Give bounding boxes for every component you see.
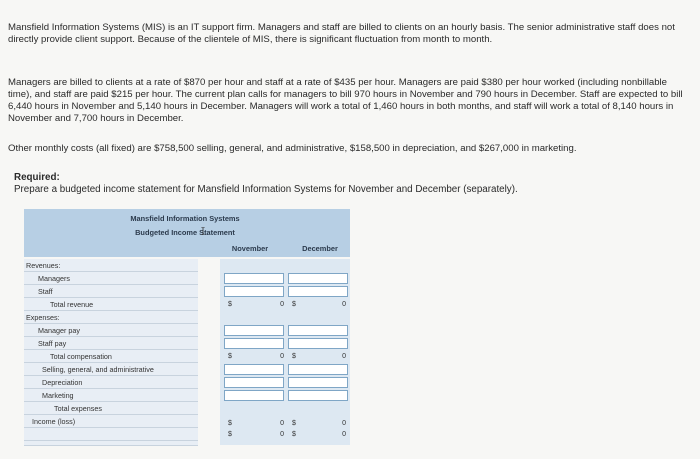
total-expenses-december: 0	[342, 420, 346, 427]
total-expenses-november: 0	[280, 420, 284, 427]
total-compensation-december: 0	[342, 353, 346, 360]
input-staff-pay-november[interactable]	[224, 338, 284, 349]
total-compensation-november: 0	[280, 353, 284, 360]
row-label-expenses: Expenses:	[26, 313, 60, 322]
row-label-staff: Staff	[38, 287, 53, 296]
total-revenue-nov-dollar: $	[228, 301, 232, 308]
total-revenue-december: 0	[342, 301, 346, 308]
problem-paragraph-costs: Other monthly costs (all fixed) are $758,500 selling, general, and administrative, $158,500 in depreciation, and $267,000 in marketing.	[8, 143, 577, 154]
text-cursor-icon	[200, 227, 206, 235]
row-label-staff-pay: Staff pay	[38, 339, 67, 348]
required-text: Prepare a budgeted income statement for Mansfield Information Systems for November and December (separately).	[14, 184, 518, 195]
input-marketing-november[interactable]	[224, 390, 284, 401]
income-dec-dollar: $	[292, 431, 296, 438]
total-comp-nov-dollar: $	[228, 353, 232, 360]
input-depreciation-december[interactable]	[288, 377, 348, 388]
input-manager-pay-december[interactable]	[288, 325, 348, 336]
row-label-manager-pay: Manager pay	[38, 326, 80, 335]
row-label-revenues: Revenues:	[26, 261, 61, 270]
row-label-total-compensation: Total compensation	[50, 352, 112, 361]
total-comp-dec-dollar: $	[292, 353, 296, 360]
total-revenue-dec-dollar: $	[292, 301, 296, 308]
problem-paragraph-rates: Managers are billed to clients at a rate of $870 per hour and staff at a rate of $435 per hour. Managers are paid $380 per hour worked (including nonbillable time), and staff are paid $215 per hour. The current plan calls for managers to bill 970 hours in November and 790 hours in December. Staff are expected to bill 6,440 hours in November and 5,140 hours in December. Managers will work a total of 1,460 hours in both months, and staff will work a total of 8,140 hours in November and 7,700 hours in December.	[8, 77, 683, 124]
row-label-total-expenses: Total expenses	[54, 404, 102, 413]
input-depreciation-november[interactable]	[224, 377, 284, 388]
row-label-managers: Managers	[38, 274, 70, 283]
required-label: Required:	[14, 172, 60, 183]
input-sga-november[interactable]	[224, 364, 284, 375]
income-statement-table	[24, 209, 350, 445]
company-name: Mansfield Information Systems	[130, 214, 240, 223]
row-label-total-revenue: Total revenue	[50, 300, 94, 309]
column-header-december: December	[302, 244, 338, 253]
row-label-depreciation: Depreciation	[42, 378, 83, 387]
problem-paragraph-intro: Mansfield Information Systems (MIS) is an IT support firm. Managers and staff are billed to clients on an hourly basis. The senior administrative staff does not directly provide client support. Because of the clientele of MIS, there is significant fluctuation from month to month.	[8, 22, 675, 45]
income-november: 0	[280, 431, 284, 438]
input-staff-november[interactable]	[224, 286, 284, 297]
income-nov-dollar: $	[228, 431, 232, 438]
income-december: 0	[342, 431, 346, 438]
input-managers-december[interactable]	[288, 273, 348, 284]
input-staff-december[interactable]	[288, 286, 348, 297]
row-label-sga: Selling, general, and administrative	[42, 365, 154, 374]
total-expenses-nov-dollar: $	[228, 420, 232, 427]
row-label-income: Income (loss)	[32, 417, 76, 426]
input-manager-pay-november[interactable]	[224, 325, 284, 336]
column-header-november: November	[231, 244, 269, 253]
row-label-marketing: Marketing	[42, 391, 74, 400]
total-expenses-dec-dollar: $	[292, 420, 296, 427]
input-sga-december[interactable]	[288, 364, 348, 375]
input-managers-november[interactable]	[224, 273, 284, 284]
input-staff-pay-december[interactable]	[288, 338, 348, 349]
total-revenue-november: 0	[280, 301, 284, 308]
input-marketing-december[interactable]	[288, 390, 348, 401]
statement-title: Budgeted Income Statement	[135, 228, 235, 237]
